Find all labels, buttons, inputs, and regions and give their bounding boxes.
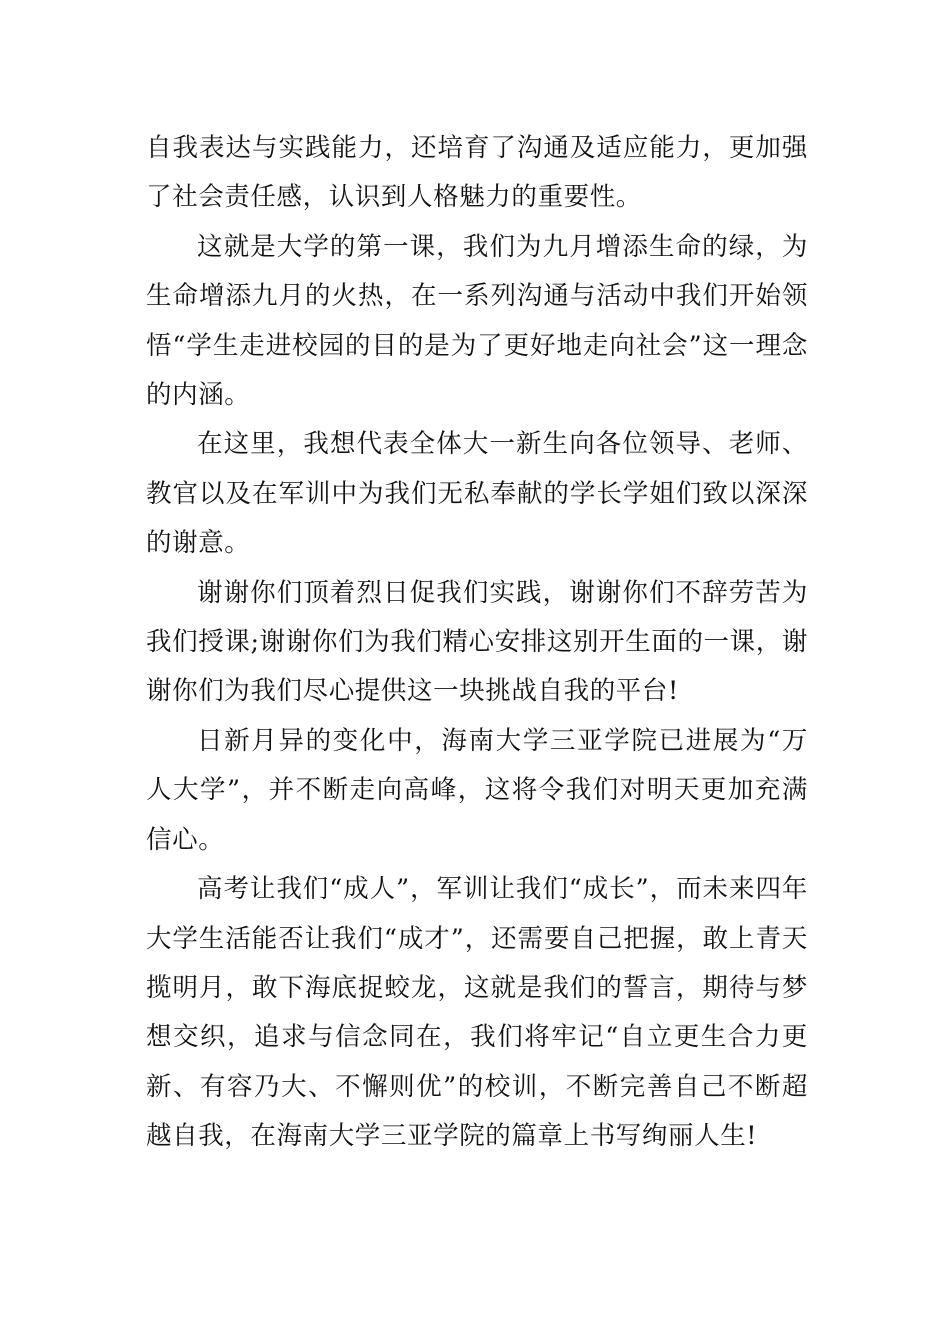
paragraph: 这就是大学的第一课，我们为九月增添生命的绿，为生命增添九月的火热，在一系列沟通与活动中我们开始领悟“学生走进校园的目的是为了更好地走向社会”这一理念的内涵。 (146, 231, 808, 411)
paragraph: 高考让我们“成人”，军训让我们“成长”，而未来四年大学生活能否让我们“成才”，还需要自己把握，敢上青天揽明月，敢下海底捉蛟龙，这就是我们的誓言，期待与梦想交织，追求与信念同在，我们将牢记“自立更生合力更新、有容乃大、不懈则优”的校训，不断完善自己不断超越自我，在海南大学三亚学院的篇章上书写绚丽人生! (146, 874, 808, 1152)
paragraph-continuation: 自我表达与实践能力，还培育了沟通及适应能力，更加强了社会责任感，认识到人格魅力的重要性。 (146, 133, 808, 213)
paragraph: 谢谢你们顶着烈日促我们实践，谢谢你们不辞劳苦为我们授课;谢谢你们为我们精心安排这别开生面的一课，谢谢你们为我们尽心提供这一块挑战自我的平台! (146, 577, 808, 707)
paragraph: 日新月异的变化中，海南大学三亚学院已进展为“万人大学”，并不断走向高峰，这将令我们对明天更加充满信心。 (146, 725, 808, 855)
paragraph: 在这里，我想代表全体大一新生向各位领导、老师、教官以及在军训中为我们无私奉献的学长学姐们致以深深的谢意。 (146, 429, 808, 559)
document-body (146, 124, 808, 1162)
